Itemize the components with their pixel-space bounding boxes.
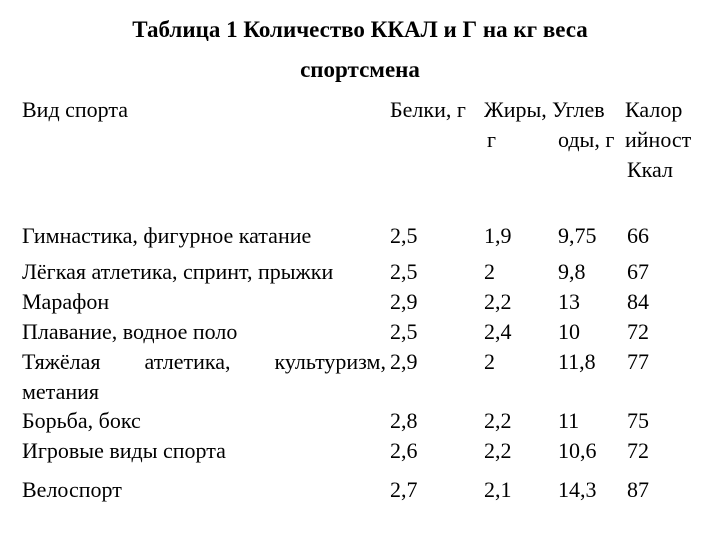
row-weightlifting-cal: 77 [627, 349, 649, 374]
row-gymnastics-sport: Гимнастика, фигурное катание [22, 223, 312, 248]
header-fat-line-2: г [487, 127, 497, 152]
row-athletics-protein: 2,5 [390, 259, 418, 284]
row-swimming-cal: 72 [627, 319, 649, 344]
row-athletics-sport: Лёгкая атлетика, спринт, прыжки [22, 259, 334, 284]
row-gymnastics-cal: 66 [627, 223, 649, 248]
row-team-sports-cal: 72 [627, 438, 649, 463]
row-weightlifting-word-1: Тяжёлая [22, 349, 101, 374]
row-weightlifting-sport [22, 347, 386, 377]
row-gymnastics-carb: 9,75 [558, 223, 597, 248]
header-cal-line-2: ийност [625, 127, 692, 152]
row-athletics-cal: 67 [627, 259, 649, 284]
row-weightlifting-word-3: культуризм, [274, 349, 386, 374]
row-weightlifting-word-2: атлетика, [144, 349, 231, 374]
row-wrestling-cal: 75 [627, 408, 649, 433]
row-weightlifting-fat: 2 [484, 349, 495, 374]
row-swimming-carb: 10 [558, 319, 580, 344]
row-team-sports-carb: 10,6 [558, 438, 597, 463]
row-athletics-fat: 2 [484, 259, 495, 284]
row-cycling-sport: Велоспорт [22, 477, 122, 502]
row-weightlifting-protein: 2,9 [390, 349, 418, 374]
header-cal-line-3: Ккал [627, 157, 673, 182]
row-gymnastics-protein: 2,5 [390, 223, 418, 248]
row-marathon-fat: 2,2 [484, 289, 512, 314]
row-team-sports-protein: 2,6 [390, 438, 418, 463]
row-swimming-protein: 2,5 [390, 319, 418, 344]
header-sport: Вид спорта [22, 97, 129, 122]
header-carb-line-1: Углев [552, 97, 605, 122]
row-cycling-protein: 2,7 [390, 477, 418, 502]
row-cycling-fat: 2,1 [484, 477, 512, 502]
row-athletics-carb: 9,8 [558, 259, 586, 284]
row-gymnastics-fat: 1,9 [484, 223, 512, 248]
row-team-sports-fat: 2,2 [484, 438, 512, 463]
row-cycling-carb: 14,3 [558, 477, 597, 502]
row-marathon-carb: 13 [558, 289, 580, 314]
row-wrestling-protein: 2,8 [390, 408, 418, 433]
row-marathon-cal: 84 [627, 289, 649, 314]
table-title-line-2: спортсмена [300, 57, 420, 82]
row-cycling-cal: 87 [627, 477, 649, 502]
row-team-sports-sport: Игровые виды спорта [22, 438, 226, 463]
header-protein: Белки, г [390, 97, 466, 122]
header-fat-line-1: Жиры, [484, 97, 547, 122]
row-marathon-protein: 2,9 [390, 289, 418, 314]
header-carb-line-2: оды, г [558, 127, 615, 152]
row-wrestling-carb: 11 [558, 408, 580, 433]
row-weightlifting-sport-line-2: метания [22, 379, 99, 404]
row-wrestling-sport: Борьба, бокс [22, 408, 141, 433]
row-marathon-sport: Марафон [22, 289, 110, 314]
row-swimming-sport: Плавание, водное поло [22, 319, 238, 344]
table-title-line-1: Таблица 1 Количество ККАЛ и Г на кг веса [132, 17, 588, 42]
row-swimming-fat: 2,4 [484, 319, 512, 344]
row-wrestling-fat: 2,2 [484, 408, 512, 433]
header-cal-line-1: Калор [625, 97, 683, 122]
row-weightlifting-carb: 11,8 [558, 349, 596, 374]
